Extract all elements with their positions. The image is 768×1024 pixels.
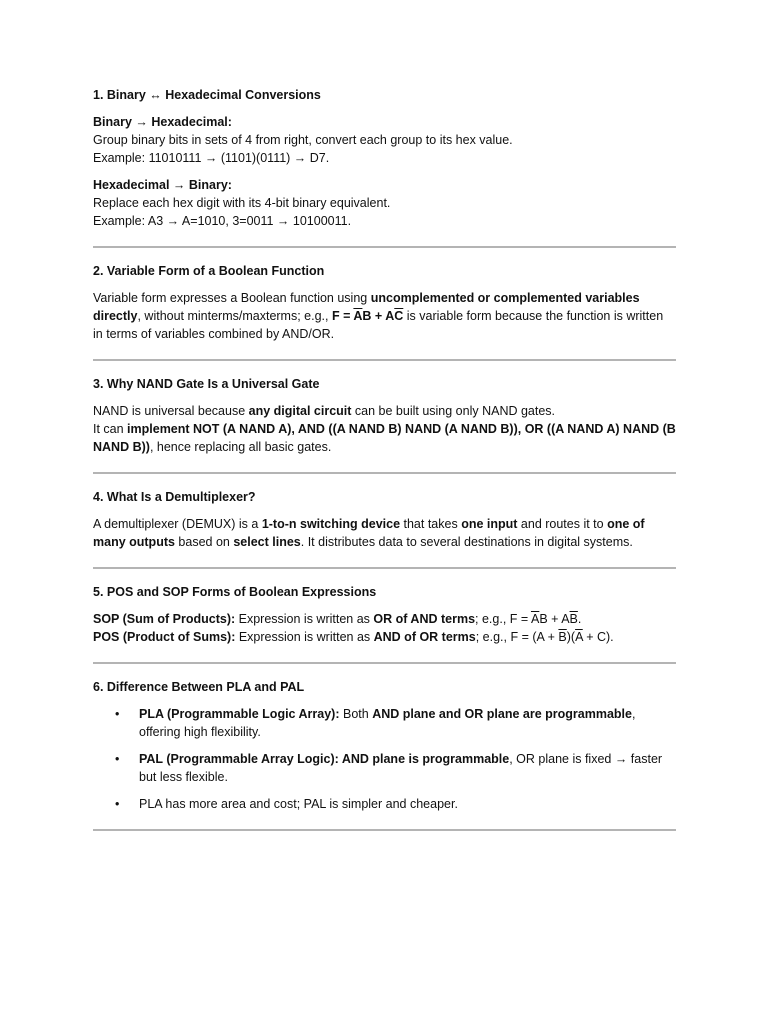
- text-run: )(: [566, 630, 576, 644]
- subheading: Binary → Hexadecimal:: [93, 115, 232, 129]
- list-item: [93, 795, 676, 813]
- complemented-variable: $\overline{B}$: [558, 630, 567, 644]
- text-run: , offering high flexibility.: [139, 707, 636, 739]
- text-run: + C).: [582, 630, 614, 644]
- section-variable-form: [93, 262, 676, 359]
- complemented-variable: $\overline{A}$: [353, 309, 363, 323]
- paragraph-line: Group binary bits in sets of 4 from right, convert each group to its hex value.: [93, 133, 513, 147]
- section-divider: [93, 472, 676, 474]
- text-run: Expression is written as: [235, 612, 374, 626]
- bold-run: SOP (Sum of Products):: [93, 612, 236, 626]
- section-pla-pal: [93, 678, 676, 829]
- section-divider: [93, 829, 676, 831]
- paragraph-line: [93, 402, 676, 420]
- section-binary-hex: [93, 86, 676, 246]
- text-run: A demultiplexer (DEMUX) is a: [93, 517, 262, 531]
- section-title: 4. What Is a Demultiplexer?: [93, 490, 256, 504]
- text-run: Variable form expresses a Boolean function using: [93, 291, 371, 305]
- text-run: is variable form because the function is written in terms of variables combined by AND/OR.: [93, 309, 664, 341]
- section-title: 1. Binary ↔ Hexadecimal Conversions: [93, 88, 321, 102]
- equation-part: B + A: [362, 309, 395, 323]
- hex-to-binary-block: [93, 176, 676, 230]
- section-title: 6. Difference Between PLA and PAL: [93, 680, 305, 694]
- text-run: Expression is written as: [235, 630, 374, 644]
- complemented-variable: $\overline{A}$: [575, 630, 583, 644]
- bold-run: one of many outputs: [93, 517, 645, 549]
- bold-run: AND of OR terms: [373, 630, 476, 644]
- pos-line: [93, 628, 676, 646]
- subheading: Hexadecimal → Binary:: [93, 178, 232, 192]
- section-divider: [93, 567, 676, 569]
- complemented-variable: $\overline{B}$: [569, 612, 578, 626]
- example-line: Example: 11010111 → (1101)(0111) → D7.: [93, 151, 330, 165]
- equation-part: F =: [331, 309, 354, 323]
- section-demultiplexer: [93, 488, 676, 567]
- bold-run: PAL (Programmable Array Logic): AND plane is programmable: [139, 752, 510, 766]
- paragraph: [93, 289, 676, 343]
- bold-run: POS (Product of Sums):: [93, 630, 236, 644]
- bold-run: any digital circuit: [248, 404, 352, 418]
- text-run: It can: [93, 422, 128, 436]
- text-run: can be built using only NAND gates.: [351, 404, 556, 418]
- text-run: NAND is universal because: [93, 404, 249, 418]
- bold-run: uncomplemented or complemented variables directly: [93, 291, 640, 323]
- text-run: based on: [174, 535, 234, 549]
- paragraph-line: Replace each hex digit with its 4-bit binary equivalent.: [93, 196, 391, 210]
- bullet-icon: •: [115, 752, 120, 766]
- paragraph: [93, 515, 676, 551]
- text-run: ; e.g., F =: [475, 612, 531, 626]
- bullet-icon: •: [115, 797, 120, 811]
- bold-run: 1-to-n switching device: [261, 517, 401, 531]
- section-pos-sop: [93, 583, 676, 662]
- section-divider: [93, 662, 676, 664]
- text-run: ; e.g., F = (A +: [475, 630, 559, 644]
- bold-run: PLA (Programmable Logic Array):: [139, 707, 340, 721]
- document-page: [93, 86, 676, 845]
- bullet-list: [93, 705, 676, 813]
- example-line: Example: A3 → A=1010, 3=0011 → 10100011.: [93, 214, 352, 228]
- text-run: , hence replacing all basic gates.: [149, 440, 332, 454]
- section-title: 3. Why NAND Gate Is a Universal Gate: [93, 377, 320, 391]
- bold-run: AND plane and OR plane are programmable: [372, 707, 632, 721]
- equation: [332, 309, 403, 323]
- bold-run: OR of AND terms: [373, 612, 476, 626]
- text-run: and routes it to: [517, 517, 608, 531]
- bold-run: implement NOT (A NAND A), AND ((A NAND B) NAND (A NAND B)), OR ((A NAND A) NAND (B NAND B)): [93, 422, 676, 454]
- text-run: .: [577, 612, 582, 626]
- section-nand-universal: [93, 375, 676, 472]
- text-run: Both: [339, 707, 373, 721]
- complemented-variable: $\overline{A}$: [530, 612, 540, 626]
- bullet-icon: •: [115, 707, 120, 721]
- complemented-variable: $\overline{C}$: [394, 309, 404, 323]
- list-item: [93, 750, 676, 786]
- text-run: PLA has more area and cost; PAL is simpler and cheaper.: [139, 797, 458, 811]
- bold-run: select lines: [233, 535, 301, 549]
- bold-run: one input: [461, 517, 518, 531]
- text-run: . It distributes data to several destinations in digital systems.: [300, 535, 633, 549]
- text-run: that takes: [400, 517, 462, 531]
- sop-line: [93, 610, 676, 628]
- text-run: B + A: [539, 612, 570, 626]
- list-item: [93, 705, 676, 741]
- section-title: 5. POS and SOP Forms of Boolean Expressions: [93, 585, 377, 599]
- text-run: , without minterms/maxterms; e.g.,: [137, 309, 332, 323]
- text-run: , OR plane is fixed → faster but less flexible.: [139, 752, 663, 784]
- binary-to-hex-block: [93, 113, 676, 167]
- section-title: 2. Variable Form of a Boolean Function: [93, 264, 325, 278]
- section-divider: [93, 246, 676, 248]
- paragraph-line: [93, 420, 676, 456]
- section-divider: [93, 359, 676, 361]
